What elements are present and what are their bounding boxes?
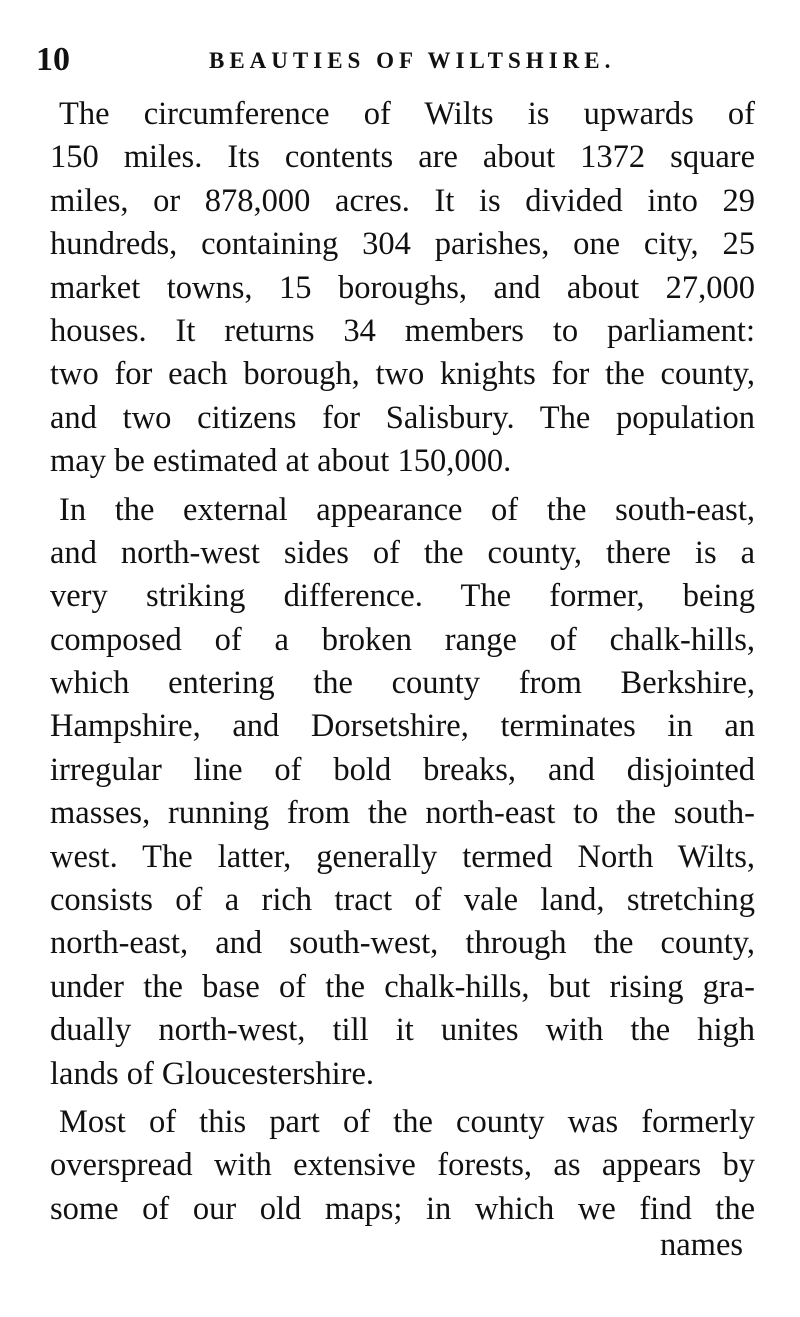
text-line: masses, running from the north-east to the south- — [50, 795, 755, 832]
text-line: market towns, 15 boroughs, and about 27,000 — [50, 269, 755, 306]
text-line: west. The latter, generally termed North Wilts, — [50, 838, 755, 875]
text-line: miles, or 878,000 acres. It is divided into 29 — [50, 182, 755, 219]
running-title: BEAUTIES OF WILTSHIRE. — [209, 48, 616, 73]
text-line: irregular line of bold breaks, and disjointed — [50, 751, 755, 788]
text-line: may be estimated at about 150,000. — [50, 443, 512, 480]
text-line: In the external appearance of the south-east, — [59, 491, 755, 528]
text-line: under the base of the chalk-hills, but rising gra- — [50, 968, 755, 1005]
text-line: houses. It returns 34 members to parliament: — [50, 312, 755, 349]
text-line: composed of a broken range of chalk-hills, — [50, 621, 755, 658]
text-line: very striking difference. The former, being — [50, 578, 755, 615]
text-line: which entering the county from Berkshire, — [50, 665, 755, 702]
catchword: names — [660, 1227, 744, 1263]
text-line: Most of this part of the county was formerly — [59, 1103, 755, 1140]
text-line: two for each borough, two knights for the county, — [50, 356, 755, 393]
paragraph-forests — [50, 1101, 755, 1231]
text-line: some of our old maps; in which we find the — [50, 1190, 755, 1227]
text-line: lands of Gloucestershire. — [50, 1055, 375, 1092]
text-line: Hampshire, and Dorsetshire, terminates in an — [50, 708, 755, 745]
paragraph-appearance — [50, 489, 755, 1096]
running-head — [36, 40, 756, 80]
text-line: and two citizens for Salisbury. The population — [50, 399, 755, 436]
body-text — [50, 93, 755, 1231]
text-line: and north-west sides of the county, there is a — [50, 534, 755, 571]
paragraph-dimensions — [50, 93, 755, 484]
text-line: overspread with extensive forests, as appears by — [50, 1147, 755, 1184]
page-number: 10 — [36, 41, 70, 78]
text-line: consists of a rich tract of vale land, stretching — [50, 882, 755, 919]
text-line: The circumference of Wilts is upwards of — [59, 96, 755, 132]
text-line: north-east, and south-west, through the county, — [50, 925, 755, 962]
text-line: hundreds, containing 304 parishes, one city, 25 — [50, 226, 755, 263]
text-line: dually north-west, till it unites with the high — [50, 1012, 755, 1049]
text-line: 150 miles. Its contents are about 1372 square — [50, 139, 755, 176]
